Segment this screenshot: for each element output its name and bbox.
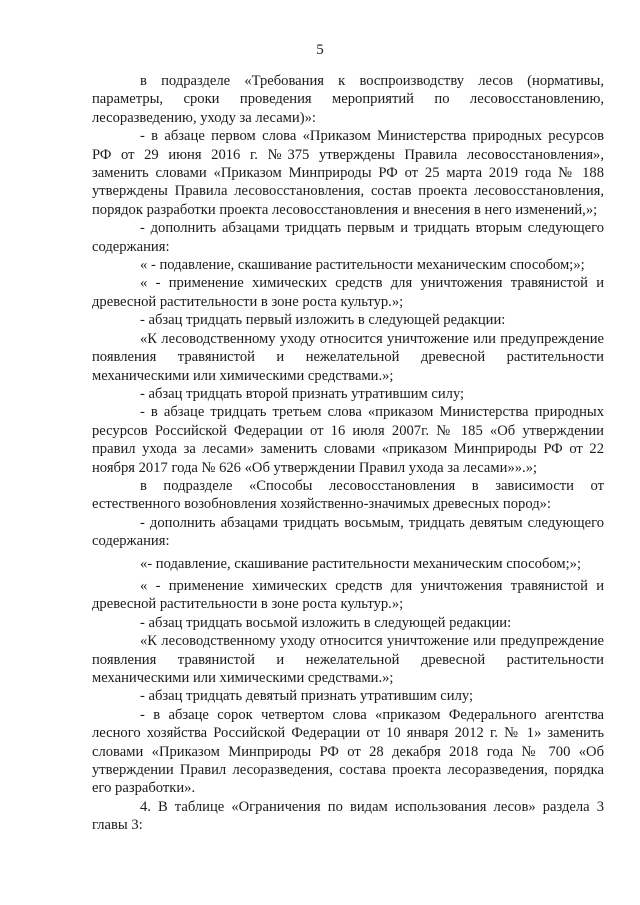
paragraph: - в абзаце первом слова «Приказом Министерства природных ресурсов РФ от 29 июня 2016 г. №375 утверждены Правила лесовосстановления», заменить словами «Приказом Минприроды РФ от 25 марта 2019 года № 188 утверждены Правила лесовосстановления, состав проекта лесовосстановления, порядок разработки проекта лесовосстановления и внесения в него изменений,»; (92, 128, 604, 218)
paragraph: в подразделе «Требования к воспроизводству лесов (нормативы, параметры, сроки проведения мероприятий по лесовосстановлению, лесоразведению, уходу за лесами)»: (92, 73, 604, 126)
paragraph: - дополнить абзацами тридцать восьмым, тридцать девятым следующего содержания: (92, 514, 604, 550)
paragraph: « - применение химических средств для уничтожения травянистой и древесной растительности в зоне роста культур.»; (92, 577, 604, 613)
paragraph: в подразделе «Способы лесовосстановления в зависимости от естественного возобновления хозяйственно-значимых древесных пород»: (92, 477, 604, 513)
paragraph: «- подавление, скашивание растительности механическим способом;»; (140, 555, 582, 572)
paragraph: « - подавление, скашивание растительности механическим способом;»; (140, 257, 585, 274)
paragraph: - дополнить абзацами тридцать первым и тридцать вторым следующего содержания: (92, 220, 604, 255)
paragraph: - в абзаце сорок четвертом слова «приказом Федерального агентства лесного хозяйства Российской Федерации от 10 января 2012 г. № 1» заменить словами «Приказом Минприроды РФ от 28 декабря 2018 года № 700 «Об утверждении Правил лесоразведения, состава проекта лесоразведения, порядка его разработки». (92, 706, 604, 797)
document-body (92, 72, 604, 835)
paragraph: - в абзаце тридцать третьем слова «приказом Министерства природных ресурсов Российской Федерации от 16 июля 2007г. № 185 «Об утверждении правил ухода за лесами» заменить словами «приказом Минприроды РФ от 22 ноября 2017 года № 626 «Об утверждении Правил ухода за лесами»».»; (92, 404, 604, 476)
paragraph: «К лесоводственному уходу относится уничтожение или предупреждение появления травянистой и нежелательной древесной растительности механическими или химическими средствами.»; (92, 330, 604, 384)
paragraph: «К лесоводственному уходу относится уничтожение или предупреждение появления травянистой и нежелательной древесной растительности механическими или химическими средствами.»; (92, 633, 604, 686)
paragraph: - абзац тридцать восьмой изложить в следующей редакции: (140, 614, 512, 631)
page-number: 5 (316, 42, 324, 58)
paragraph: - абзац тридцать девятый признать утратившим силу; (140, 688, 474, 705)
paragraph: « - применение химических средств для уничтожения травянистой и древесной растительности в зоне роста культур.»; (92, 275, 604, 310)
paragraph: 4. В таблице «Ограничения по видам использования лесов» раздела 3 главы 3: (92, 798, 604, 834)
paragraph: - абзац тридцать второй признать утратившим силу; (140, 385, 465, 402)
paragraph: - абзац тридцать первый изложить в следующей редакции: (140, 312, 506, 329)
